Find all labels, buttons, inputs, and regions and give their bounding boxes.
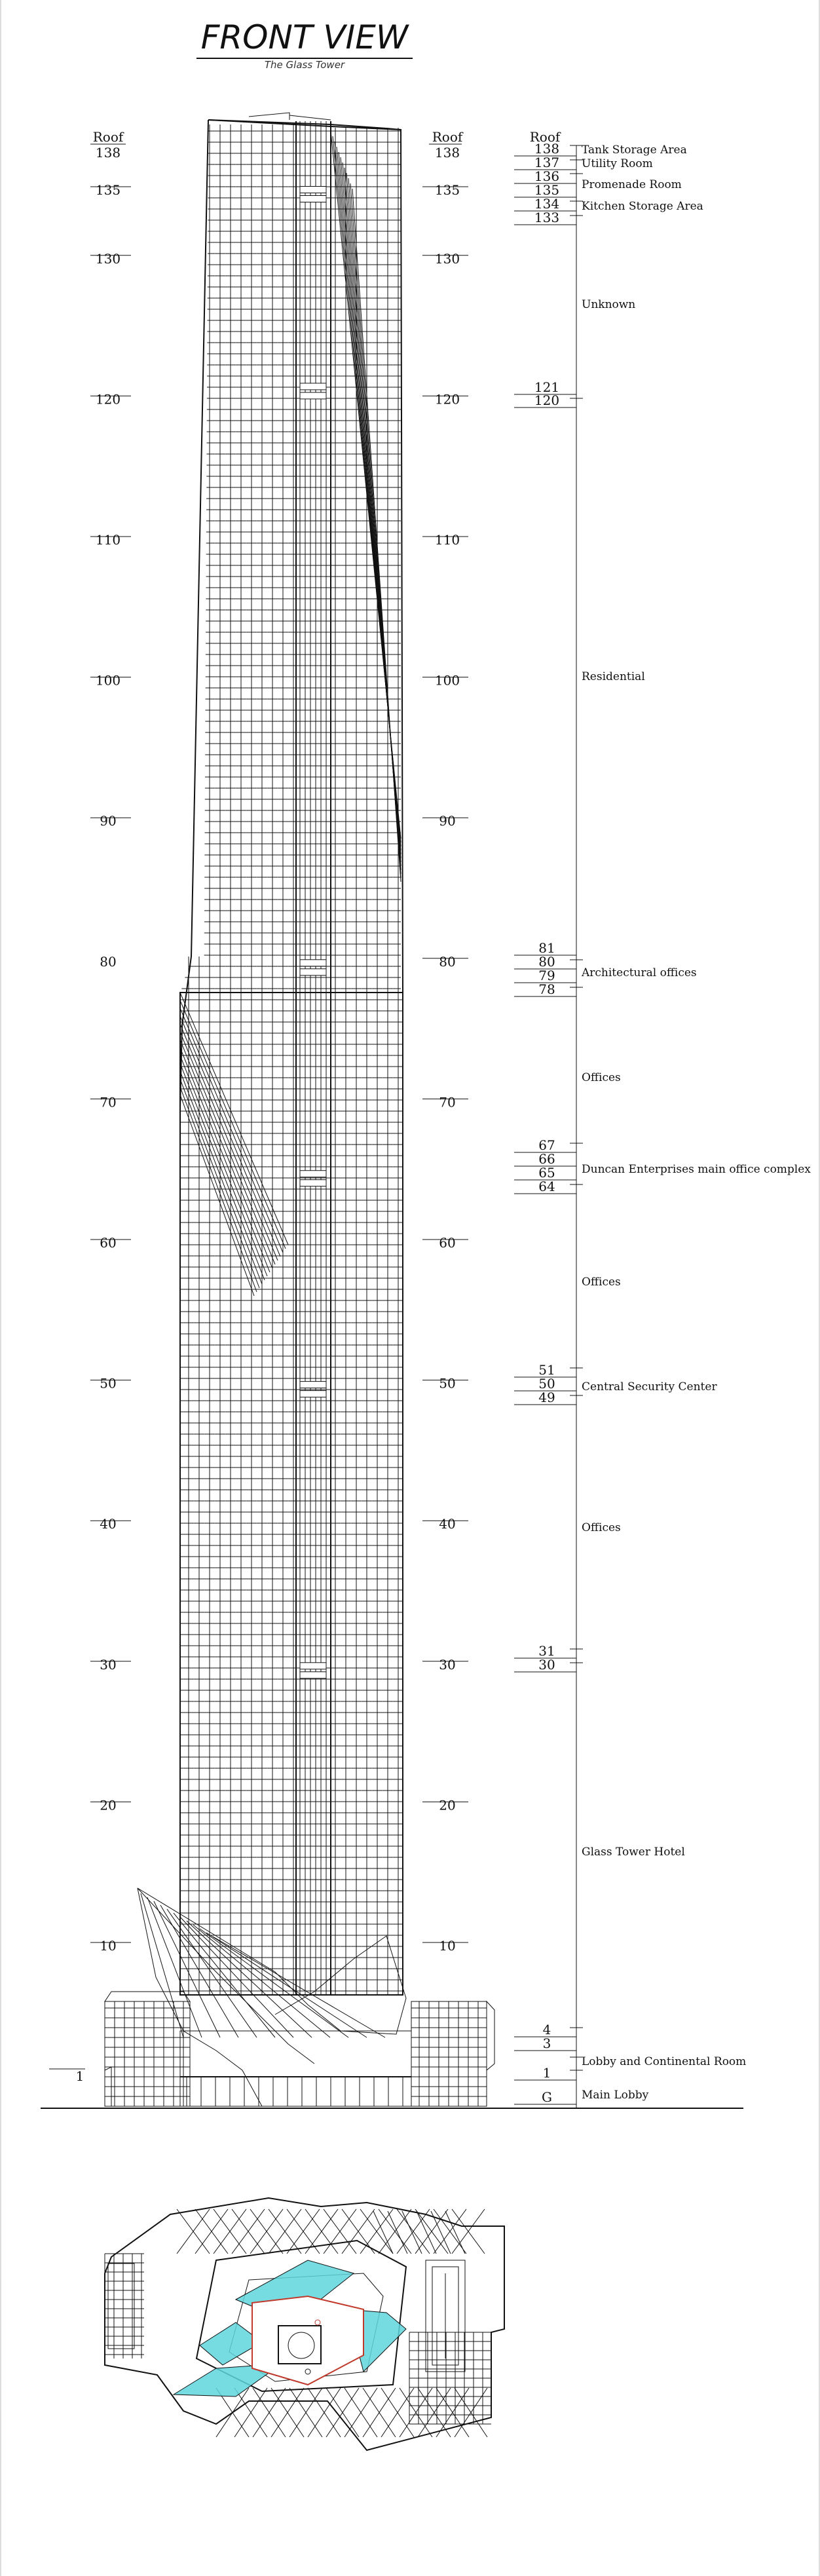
right-floor-number: 138 (534, 141, 560, 157)
mid-axis-label: 130 (434, 250, 460, 267)
twist-line (180, 1024, 278, 1260)
right-floor-number: 78 (538, 981, 555, 997)
zone-label: Offices (582, 1276, 621, 1289)
core-elevator-lobby (300, 196, 326, 202)
core-elevator-lobby (300, 960, 326, 966)
page-title: FRONT VIEW (200, 18, 409, 56)
plan-lattice-line (402, 2211, 422, 2254)
left-axis-label: 120 (95, 391, 121, 407)
right-floor-number: 67 (538, 1137, 555, 1153)
site-plan-drawing (105, 2198, 504, 2450)
right-floor-number: 81 (538, 940, 555, 956)
left-axis-top-value: 138 (95, 145, 121, 161)
mid-axis-label: 120 (434, 391, 460, 407)
left-axis-label: 110 (95, 532, 121, 548)
zone-label: Offices (582, 1521, 621, 1534)
podium-sail-rib (187, 1921, 312, 2037)
building-elevation-drawing (180, 113, 403, 1995)
left-axis-label: 20 (100, 1797, 117, 1813)
mid-axis-top-value: 138 (434, 145, 460, 161)
left-axis-label: 130 (95, 250, 121, 267)
twist-line (180, 1063, 265, 1280)
mid-axis-label: 40 (439, 1516, 456, 1532)
core-elevator-lobby (300, 1382, 326, 1388)
left-axis-label: 135 (95, 182, 121, 198)
plan-lattice-line (431, 2211, 451, 2254)
page-subtitle: The Glass Tower (264, 59, 345, 71)
podium-center (180, 2031, 411, 2106)
mid-axis-label: 20 (439, 1797, 456, 1813)
core-elevator-lobby (300, 383, 326, 390)
zone-label: Duncan Enterprises main office complex (582, 1163, 811, 1176)
right-floor-number: 135 (534, 182, 560, 198)
left-floor-axis (49, 129, 131, 2084)
podium-sail-rib (147, 1897, 202, 2037)
core-elevator-lobby (300, 1672, 326, 1678)
left-axis-label: 60 (100, 1235, 117, 1251)
core-elevator-lobby (300, 969, 326, 975)
mid-axis-label: 90 (439, 813, 456, 829)
plan-lattice-line (445, 2211, 465, 2254)
twist-line (180, 1048, 270, 1272)
mid-axis-label: 135 (434, 182, 460, 198)
right-floor-number: 1 (542, 2065, 551, 2081)
right-floor-number: 136 (534, 168, 560, 184)
elevator-core (296, 121, 331, 1995)
right-floor-number: 121 (534, 379, 560, 395)
zone-label: Architectural offices (582, 966, 697, 979)
right-floor-number: 4 (542, 2022, 551, 2037)
right-floor-number: 80 (538, 954, 555, 970)
right-floor-number: 50 (538, 1376, 555, 1392)
left-axis-label: 100 (95, 672, 121, 689)
left-axis-label: 10 (100, 1938, 117, 1954)
right-floor-number: 64 (538, 1179, 555, 1194)
left-axis-roof-label: Roof (92, 129, 124, 145)
zone-label: Central Security Center (582, 1380, 717, 1393)
mid-axis-label: 100 (434, 672, 460, 689)
right-floor-column (514, 129, 811, 2108)
right-floor-number: 3 (542, 2036, 551, 2051)
mid-axis-label: 110 (434, 532, 460, 548)
mid-axis-label: 80 (439, 953, 456, 970)
left-axis-base-label: 1 (75, 2068, 84, 2084)
zone-label: Offices (582, 1071, 621, 1084)
zone-label: Residential (582, 670, 645, 683)
core-elevator-lobby (300, 1663, 326, 1669)
right-floor-number: 134 (534, 196, 560, 212)
left-axis-label: 70 (100, 1094, 117, 1110)
core-elevator-lobby (300, 187, 326, 193)
right-floor-number: 79 (538, 968, 555, 983)
right-floor-number: 137 (534, 155, 560, 170)
curtain-wall-grid (180, 124, 403, 1995)
mid-axis-label: 70 (439, 1094, 456, 1110)
facade-twist-lines (180, 131, 401, 1296)
twist-line (180, 1008, 283, 1253)
podium-sail (138, 1888, 406, 2034)
zone-label: Utility Room (582, 157, 653, 170)
right-column-header: Roof (529, 129, 561, 145)
right-floor-number: 65 (538, 1165, 555, 1181)
twist-line (180, 993, 288, 1245)
podium-sail-rib (213, 1937, 385, 2037)
roof-crown (249, 113, 331, 120)
twist-line (352, 189, 401, 882)
core-elevator-lobby (300, 1391, 326, 1397)
zone-label: Kitchen Storage Area (582, 200, 703, 213)
right-floor-number: 120 (534, 392, 560, 408)
zone-label: Lobby and Continental Room (582, 2055, 747, 2068)
right-floor-number: G (542, 2089, 552, 2105)
zone-label: Glass Tower Hotel (582, 1846, 685, 1859)
twist-line (180, 1040, 272, 1268)
left-axis-label: 80 (100, 953, 117, 970)
zone-label: Promenade Room (582, 178, 682, 191)
mid-axis-label: 50 (439, 1375, 456, 1392)
zone-label: Unknown (582, 298, 636, 311)
right-floor-number: 30 (538, 1657, 555, 1673)
mid-axis-label: 30 (439, 1656, 456, 1673)
mid-axis-label: 60 (439, 1235, 456, 1251)
left-axis-label: 90 (100, 813, 117, 829)
zone-label: Tank Storage Area (582, 143, 687, 157)
podium-drawing (41, 1888, 743, 2108)
mid-axis-label: 10 (439, 1938, 456, 1954)
right-floor-number: 51 (538, 1362, 555, 1378)
right-floor-number: 66 (538, 1151, 555, 1167)
zone-label: Main Lobby (582, 2089, 649, 2102)
left-axis-label: 30 (100, 1656, 117, 1673)
plan-lattice-line (388, 2211, 407, 2254)
core-elevator-lobby (300, 392, 326, 399)
mid-axis-roof-label: Roof (432, 129, 463, 145)
core-elevator-lobby (300, 1171, 326, 1177)
right-floor-number: 133 (534, 210, 560, 225)
left-axis-label: 40 (100, 1516, 117, 1532)
core-elevator-lobby (300, 1180, 326, 1186)
right-floor-number: 49 (538, 1390, 555, 1405)
right-floor-number: 31 (538, 1643, 555, 1659)
left-axis-label: 50 (100, 1375, 117, 1392)
middle-floor-axis (422, 129, 468, 1954)
tower-outline (180, 120, 403, 1107)
